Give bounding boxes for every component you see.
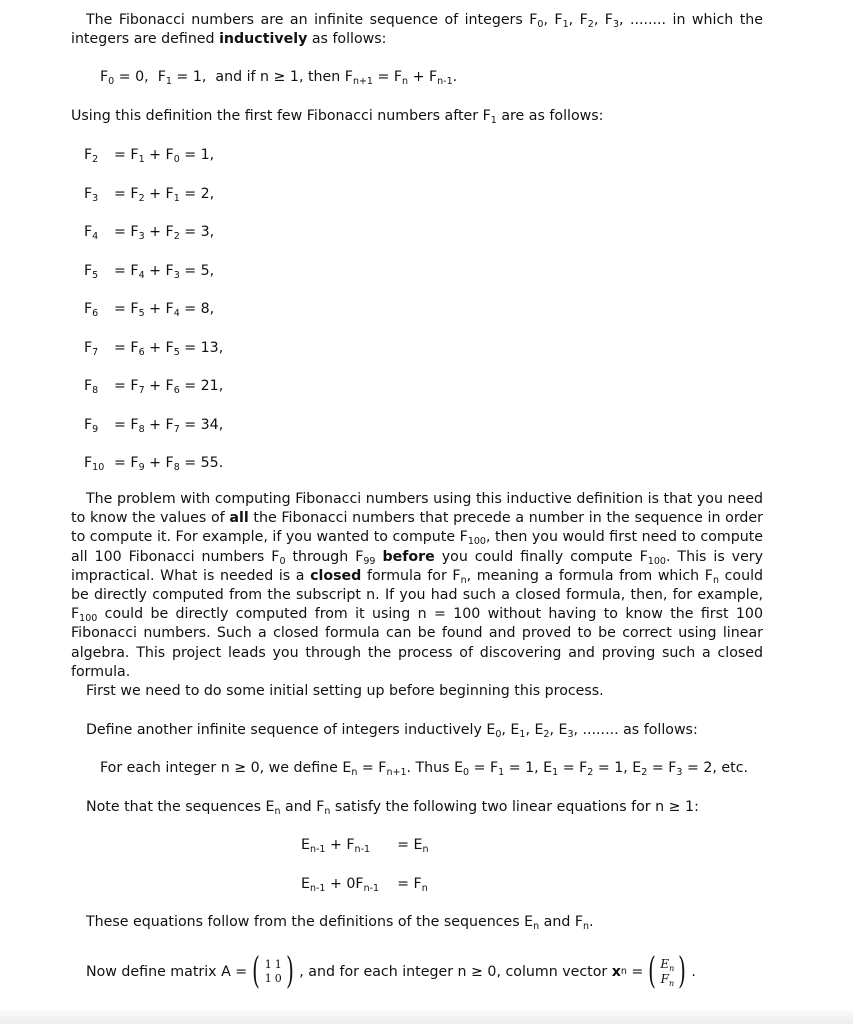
- fib-definition: $F_0 = 0$, $F_1 = 1$, and if n ≥ 1, then $F_{n+1} = F_n + F_{n-1}$.: [100, 69, 458, 87]
- equation-1: $E_{n-1} + F_{n-1}$ = $E_n$: [301, 837, 429, 855]
- fib-row: $F_{10} = F_9 + F_8 = 55$.: [84, 455, 224, 473]
- fib-row: $F_8 = F_7 + F_6 = 21$,: [84, 378, 224, 396]
- problem-paragraph: The problem with computing Fibonacci numbers using this inductive definition is that you need to know the values of all the Fibonacci numbers that precede a number in the sequence in order to compute it. For example, if you wanted to compute $F_{100}$, then you would first need to compute all 100 Fibonacci numbers $F_0$ through $F_{99}$ before you could finally compute $F_{100}$. This is very impractical. What is needed is a closed formula for $F_n$, meaning a formula from which $F_n$ could be directly computed from the subscript n. If you had such a closed formula, then, for example, $F_{100}$ could be directly computed from it using n = 100 without having to know the first 100 Fibonacci numbers. Such a closed formula can be found and proved to be correct using linear algebra. This project leads you through the process of discovering and proving such a closed formula.: [71, 491, 764, 680]
- intro-paragraph: The Fibonacci numbers are an infinite sequence of integers $F_0$, $F_1$, $F_2$, $F_3$, ........ in which the integers are defined inductively as follows:: [71, 12, 763, 48]
- matrix-line: Now define matrix A = ( 1 1 1 0 ) , and for each integer n ≥ 0, column vector x n = ( $E_n$ $F_n$ ) .: [86, 951, 696, 992]
- fib-row: $F_2 = F_1 + F_0 = 1$,: [84, 147, 215, 165]
- fib-row: $F_5 = F_4 + F_3 = 5$,: [84, 263, 215, 281]
- fib-row: $F_3 = F_2 + F_1 = 2$,: [84, 186, 215, 204]
- foreach-text: For each integer n ≥ 0, we define $E_n = F_{n+1}$. Thus $E_0 = F_1 = 1$, $E_1 = F_2 = 1$, $E_2 = F_3 = 2$, etc.: [100, 760, 748, 778]
- fib-row: $F_4 = F_3 + F_2 = 3$,: [84, 224, 215, 242]
- page-bottom-edge: [0, 1010, 853, 1024]
- equation-2: $E_{n-1} + 0F_{n-1}$ = $F_n$: [301, 876, 428, 894]
- fib-row: $F_6 = F_5 + F_4 = 8$,: [84, 301, 215, 319]
- inductively-bold: inductively: [219, 31, 308, 48]
- vector-x: ( $E_n$ $F_n$ ): [648, 951, 687, 992]
- matrix-a: ( 1 1 1 0 ): [252, 951, 295, 992]
- setup-text: First we need to do some initial setting up before beginning this process.: [86, 683, 604, 699]
- follow-text: These equations follow from the definitions of the sequences $E_n$ and $F_n$.: [86, 914, 594, 932]
- using-text: Using this definition the first few Fibonacci numbers after $F_1$ are as follows:: [71, 108, 604, 126]
- fib-row: $F_7 = F_6 + F_5 = 13$,: [84, 340, 224, 358]
- note-text: Note that the sequences $E_n$ and $F_n$ satisfy the following two linear equations for n ≥ 1:: [86, 799, 699, 817]
- define-text: Define another infinite sequence of integers inductively $E_0$, $E_1$, $E_2$, $E_3$, ........ as follows:: [86, 722, 698, 740]
- fib-row: $F_9 = F_8 + F_7 = 34$,: [84, 417, 224, 435]
